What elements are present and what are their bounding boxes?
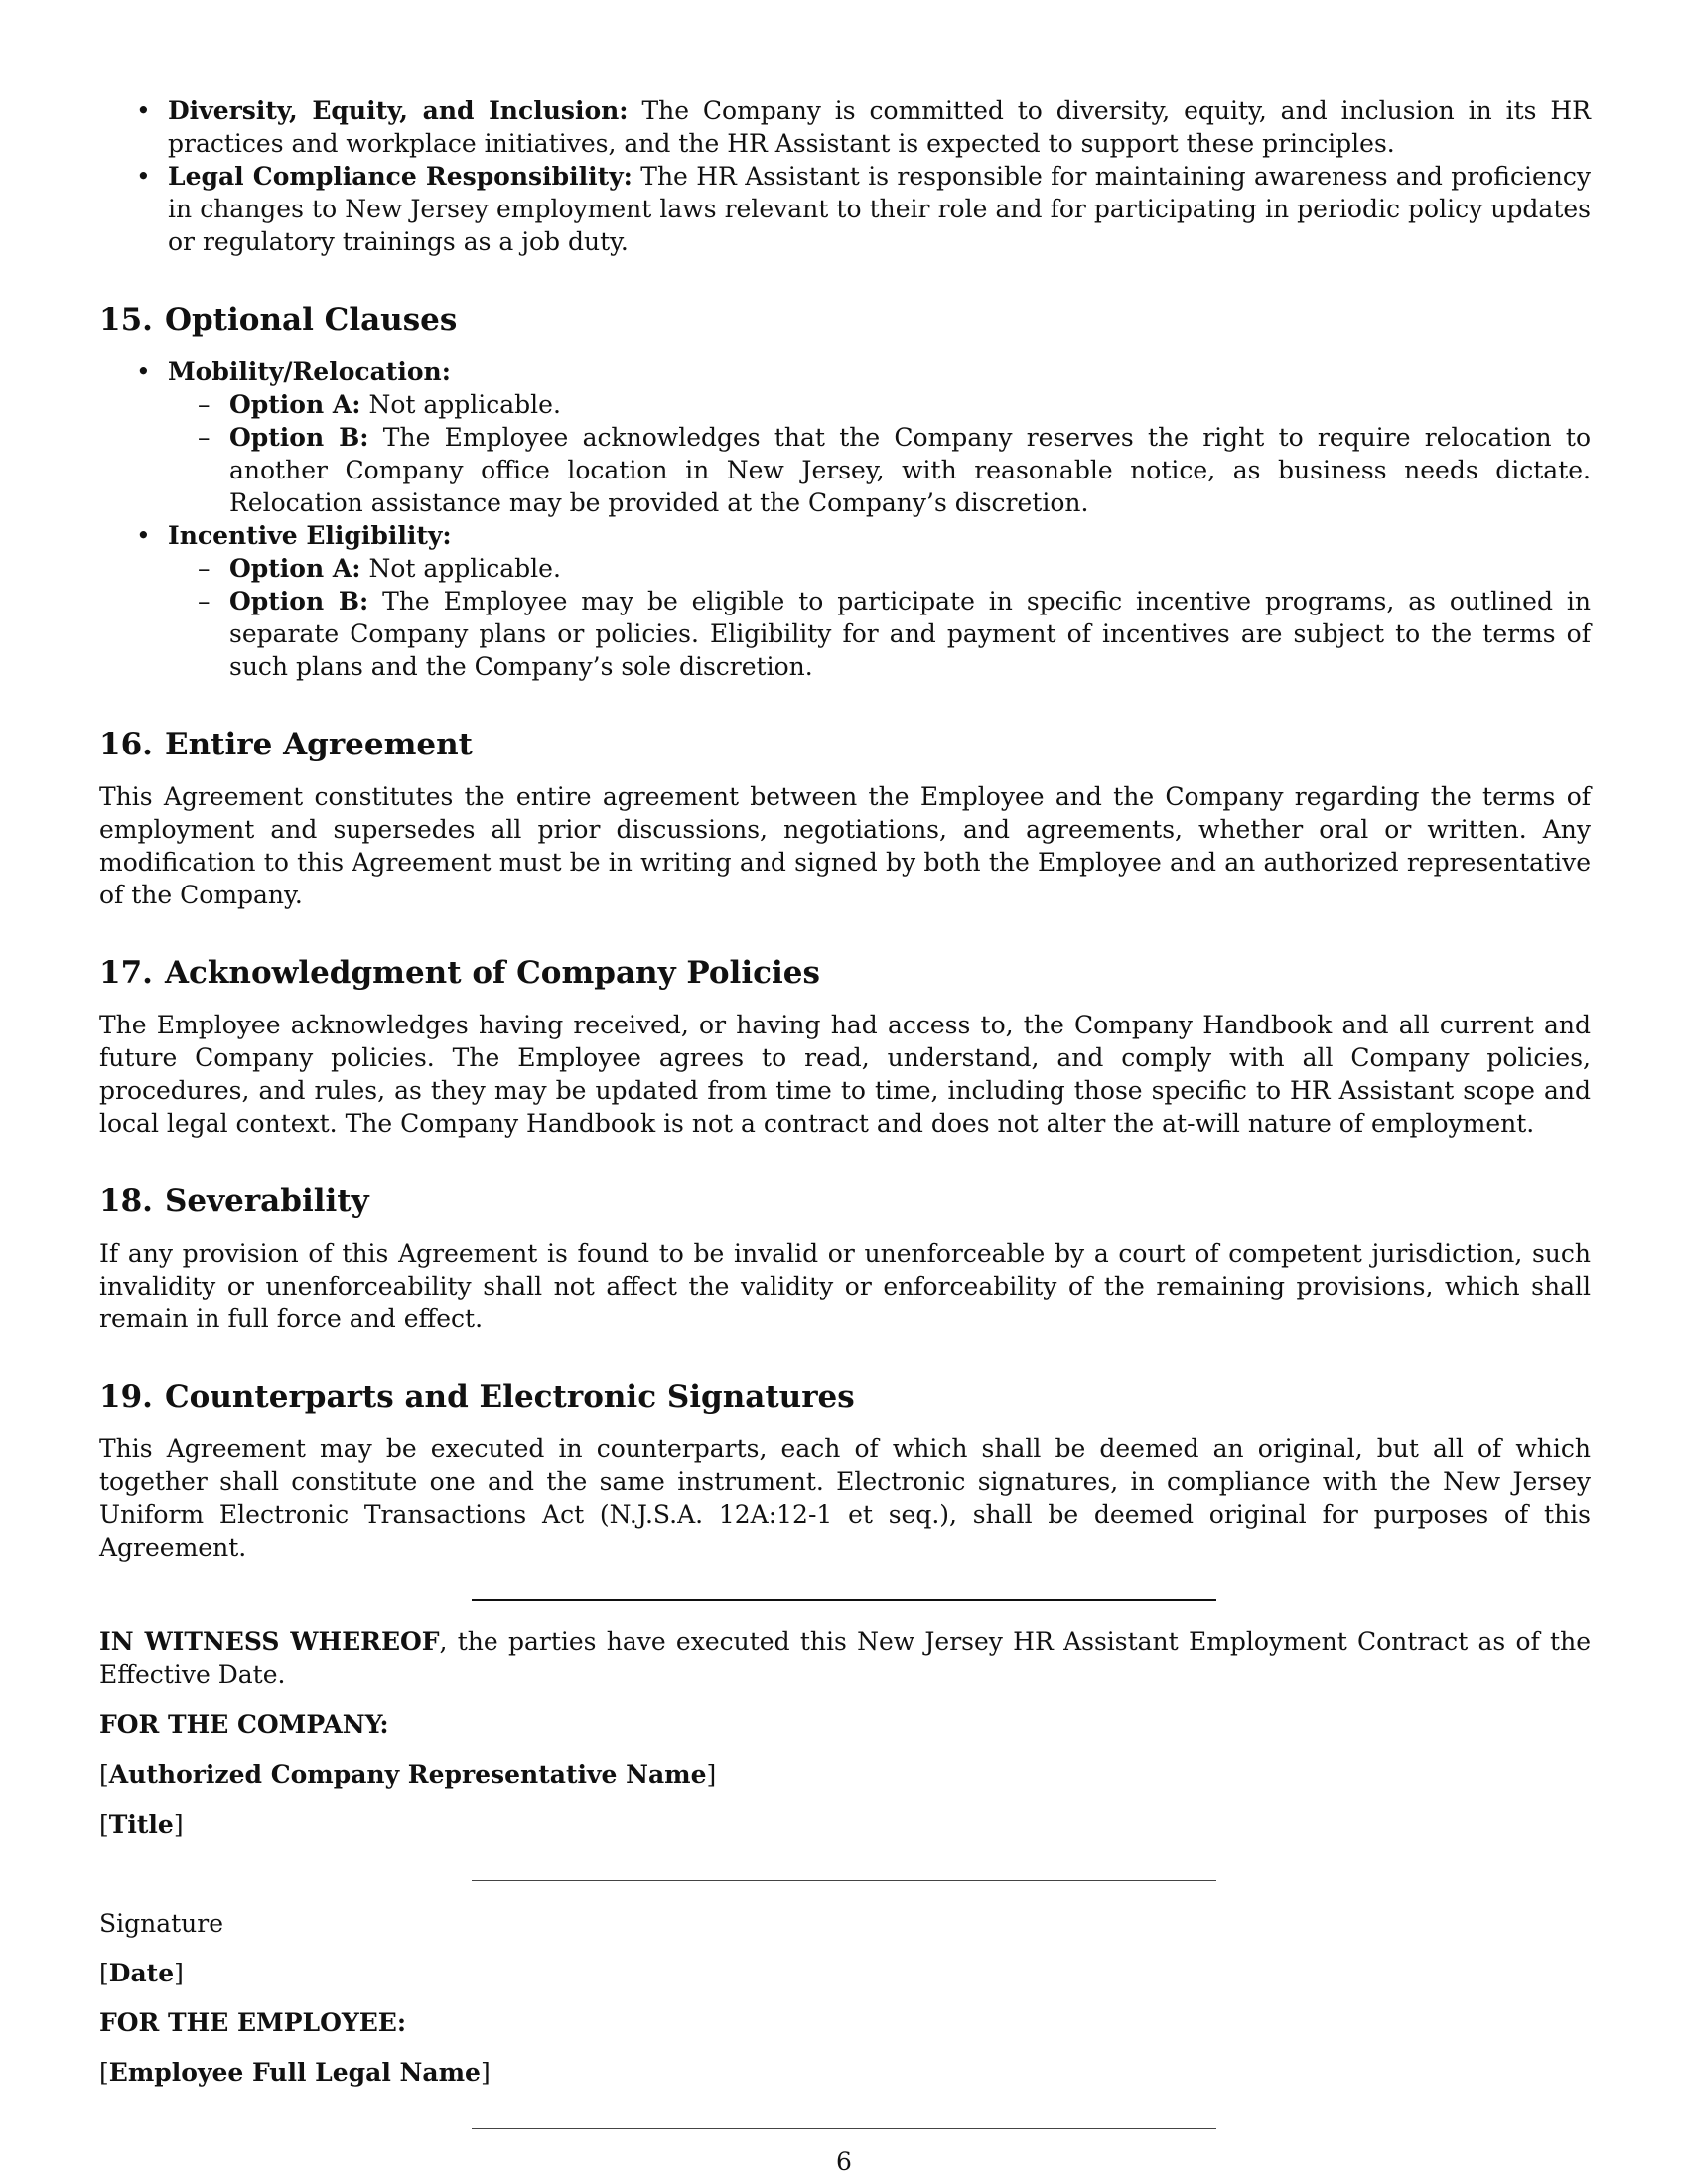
list-item-term: Diversity, Equity, and Inclusion: — [168, 96, 629, 125]
list-item-term: Legal Compliance Responsibility: — [168, 162, 633, 191]
witness-lead: IN WITNESS WHEREOF — [99, 1627, 440, 1656]
section-heading — [99, 1377, 1591, 1417]
company-rep-title: Title — [108, 1810, 174, 1839]
employee-name: Employee Full Legal Name — [108, 2058, 481, 2087]
list-item-text: The HR Assistant is responsible for maintaining awareness and proficiency in changes to New Jersey employment laws relevant to their role and for participating in periodic policy updates or regulatory trainings as a job duty. — [168, 162, 1592, 256]
section-16 — [99, 725, 1591, 911]
section-title: Entire Agreement — [165, 727, 473, 762]
section-body: The Employee acknowledges having received, or having had access to, the Company Handbook and all current and future Company policies. The Employee agrees to read, understand, and comply with all Company policies, procedures, and rules, as they may be updated from time to time, including those specific to HR Assistant scope and local legal context. The Company Handbook is not a contract and does not alter the at-will nature of employment. — [99, 1011, 1591, 1138]
divider — [472, 1599, 1216, 1601]
section-title: Acknowledgment of Company Policies — [165, 955, 820, 991]
witness-paragraph — [99, 1625, 1591, 1691]
company-rep-name: Authorized Company Representative Name — [108, 1760, 707, 1789]
section-body: This Agreement constitutes the entire agreement between the Employee and the Company regarding the terms of employment and supersedes all prior discussions, negotiations, and agreements, whether oral or written. Any modification to this Agreement must be in writing and signed by both the Employee and an authorized representative of the Company. — [99, 782, 1591, 909]
section-number: 15. — [99, 302, 153, 338]
document-page — [99, 94, 1591, 2129]
option-list — [168, 552, 1591, 683]
option-label: Option A: — [229, 390, 361, 419]
option-item — [168, 388, 1591, 421]
section-title: Counterparts and Electronic Signatures — [165, 1379, 855, 1415]
option-text: The Employee may be eligible to participate in specific incentive programs, as outlined in separate Company plans or policies. Eligibility for and payment of incentives are subject to the terms of such plans and the Company’s sole discretion. — [229, 587, 1591, 681]
option-item — [168, 585, 1591, 683]
option-label: Option A: — [229, 554, 361, 583]
section-18 — [99, 1181, 1591, 1335]
option-item — [168, 421, 1591, 519]
list-item-term: Incentive Eligibility: — [168, 521, 452, 550]
section-heading — [99, 1181, 1591, 1221]
option-label: Option B: — [229, 423, 369, 452]
option-item — [168, 552, 1591, 585]
list-item — [99, 519, 1591, 683]
section-17 — [99, 953, 1591, 1140]
page-number: 6 — [836, 2147, 852, 2176]
section-number: 16. — [99, 727, 153, 762]
option-text: Not applicable. — [368, 390, 561, 419]
section-title: Optional Clauses — [165, 302, 458, 338]
section-number: 17. — [99, 955, 153, 991]
section-body: This Agreement may be executed in counterparts, each of which shall be deemed an original, but all of which together shall constitute one and the same instrument. Electronic signatures, in compliance with the New Jersey Uniform Electronic Transactions Act (N.J.S.A. 12A:12-1 et seq.), shall be deemed original for purposes of this Agreement. — [99, 1434, 1591, 1562]
section-19 — [99, 1377, 1591, 1564]
signature-label: Signature — [99, 1909, 224, 1938]
witness-text: , the parties have executed this New Jersey HR Assistant Employment Contract as of the Effective Date. — [99, 1627, 1592, 1689]
company-date-line: [Date] — [99, 1959, 184, 1987]
list-item-text: The Company is committed to diversity, equity, and inclusion in its HR practices and workplace initiatives, and the HR Assistant is expected to support these principles. — [168, 96, 1592, 158]
employee-name-line: [Employee Full Legal Name] — [99, 2058, 491, 2087]
company-heading: FOR THE COMPANY: — [99, 1710, 389, 1739]
option-text: The Employee acknowledges that the Company reserves the right to require relocation to another Company office location in New Jersey, with reasonable notice, as business needs dictate. Relocation assistance may be provided at the Company’s discretion. — [229, 423, 1592, 517]
option-label: Option B: — [229, 587, 369, 615]
company-title-line: [Title] — [99, 1810, 184, 1839]
list-item — [99, 355, 1591, 519]
section-15 — [99, 300, 1591, 683]
employee-signature-line — [472, 2128, 1216, 2129]
section-number: 19. — [99, 1379, 153, 1415]
section-heading — [99, 300, 1591, 340]
option-list — [168, 388, 1591, 519]
option-text: Not applicable. — [368, 554, 561, 583]
section-title: Severability — [165, 1183, 369, 1219]
section-number: 18. — [99, 1183, 153, 1219]
list-item — [99, 94, 1591, 160]
section-heading — [99, 953, 1591, 993]
list-item — [99, 160, 1591, 258]
company-signature-line — [472, 1880, 1216, 1881]
list-item-term: Mobility/Relocation: — [168, 357, 451, 386]
optional-clauses-list — [99, 355, 1591, 683]
employee-heading: FOR THE EMPLOYEE: — [99, 2008, 407, 2037]
section-heading — [99, 725, 1591, 764]
company-date: Date — [108, 1959, 175, 1987]
company-rep-name-line: [Authorized Company Representative Name] — [99, 1760, 717, 1789]
section-body: If any provision of this Agreement is found to be invalid or unenforceable by a court of competent jurisdiction, such invalidity or unenforceability shall not affect the validity or enforceability of the remaining provisions, which shall remain in full force and effect. — [99, 1239, 1591, 1333]
section-14-continued-list — [99, 94, 1591, 258]
